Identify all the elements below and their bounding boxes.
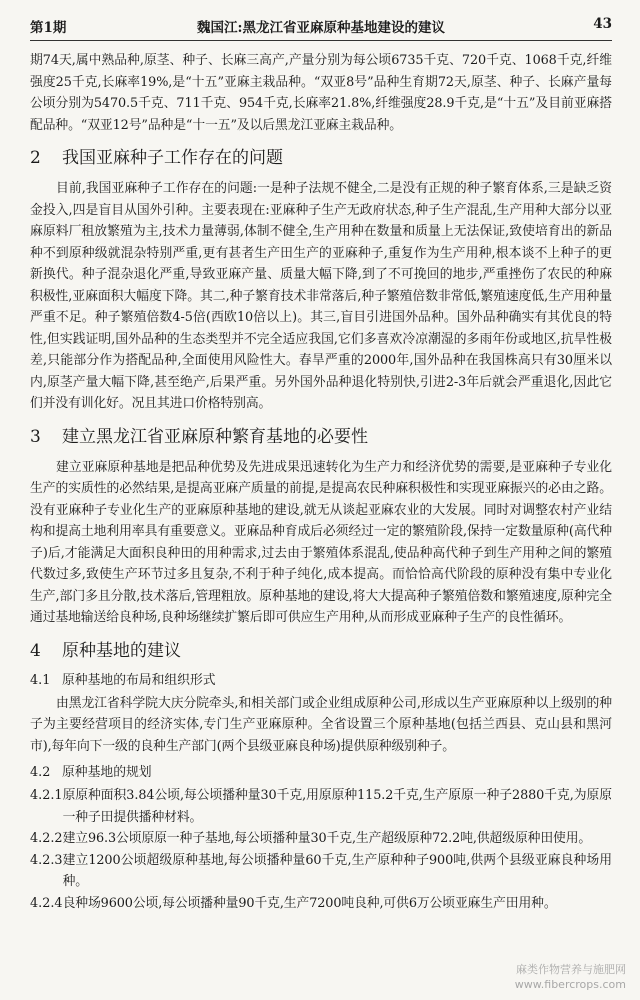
running-header [30, 10, 612, 41]
watermark-title: 麻类作物营养与施肥网 [516, 963, 626, 976]
section-4-heading [30, 639, 612, 663]
item-number: 4.2.1 [30, 788, 63, 803]
issue-label: 第1期 [30, 20, 67, 36]
subsection-4-1-paragraph: 由黑龙江省科学院大庆分院牵头,和相关部门或企业组成原种公司,形成以生产亚麻原种以上级别的种子为主要经营项目的经济实体,专门生产亚麻原种。全省设置三个原种基地(包括兰西县、克山县和黑河市),每年向下一级的良种生产部门(两个县级亚麻良种场)提供原种级别种子。 [30, 695, 612, 754]
item-text: 建立96.3公顷原原一种子基地,每公顷播种量30千克,生产超级原种72.2吨,供超级原种田使用。 [62, 831, 592, 846]
item-number: 4.2.2 [30, 831, 63, 846]
subsection-title: 原种基地的布局和组织形式 [62, 672, 216, 688]
plan-item [30, 828, 612, 850]
section-number: 2 [30, 148, 41, 168]
plan-item [30, 850, 612, 893]
section-title: 原种基地的建议 [62, 640, 181, 661]
section-2-paragraph: 目前,我国亚麻种子工作存在的问题:一是种子法规不健全,二是没有正规的种子繁育体系,三是缺乏资金投入,四是盲目从国外引种。主要表现在:亚麻种子生产无政府状态,种子生产混乱,生产用种大部分以亚麻原料厂租放繁殖为主,技术力量薄弱,体制不健全,生产用种在数量和质量上无法保证,致使培育出的新品种不到原种级就混杂特别严重,更有甚者生产田生产的亚麻种子,重复作为生产用种,根本谈不上种子的更新换代。种子混杂退化严重,导致亚麻产量、质量大幅下降,到了不可挽回的地步,严重挫伤了农民的种麻积极性,亚麻面积大幅度下降。其二,种子繁育技术非常落后,种子繁殖倍数非常低,繁殖速度低,生产用种量严重不足。种子繁殖倍数4-5倍(西欧10倍以上)。其三,盲目引进国外品种。国外品种确实有其优良的特性,但实践证明,国外品种的生态类型并不完全适应我国,它们多喜欢冷凉潮湿的多雨年份或地区,抗旱性极差,只能部分作为搭配品种,全面使用风险性大。春旱严重的2000年,国外品种在我国株高只有30厘米以内,原茎产量大幅下降,甚至绝产,后果严重。另外国外品种退化特别快,引进2-3年后就会严重退化,因此它们并没有训化好。况且其进口价格特别高。 [30, 181, 612, 411]
section-2-heading [30, 146, 612, 170]
subsection-4-2-heading [30, 763, 612, 783]
item-number: 4.2.3 [30, 852, 63, 868]
article-body [30, 50, 612, 914]
section-number: 3 [30, 426, 41, 447]
section-number: 4 [30, 640, 41, 661]
section-title: 我国亚麻种子工作存在的问题 [62, 148, 283, 168]
subsection-number: 4.2 [30, 765, 51, 780]
item-number: 4.2.4 [30, 895, 63, 911]
plan-item [30, 893, 612, 915]
item-text: 良种场9600公顷,每公顷播种量90千克,生产7200吨良种,可供6万公顷亚麻生产田用种。 [62, 895, 557, 911]
running-title: 魏国江:黑龙江省亚麻原种基地建设的建议 [197, 20, 445, 36]
item-text: 原原种面积3.84公顷,每公顷播种量30千克,用原原种115.2千克,生产原原一种子2880千克,为原原一种子田提供播种材料。 [62, 788, 612, 825]
section-title: 建立黑龙江省亚麻原种繁育基地的必要性 [62, 426, 368, 447]
section-3-paragraph: 建立亚麻原种基地是把品种优势及先进成果迅速转化为生产力和经济优势的需要,是亚麻种子专业化生产的实质性的必然结果,是提高亚麻产质量的前提,是提高农民种麻积极性和实现亚麻振兴的必由之路。没有亚麻种子专业化生产的亚麻原种基地的建设,就无从谈起亚麻农业的大发展。同时对调整农村产业结构和提高土地利用率具有重要意义。亚麻品种育成后必须经过一定的繁殖阶段,保持一定数量原种(高代种子)后,才能满足大面积良种田的用种需求,过去由于繁殖体系混乱,使品种高代种子到生产用种之间的繁殖代数过多,致使生产环节过多且复杂,不利于种子纯化,成本提高。而恰恰高代阶段的原种没有集中专业化生产,部门多且分散,技术落后,管理粗放。原种基地的建设,将大大提高种子繁殖倍数和繁殖速度,原种完全通过基地输送给良种场,良种场继续扩繁后即可供应生产用种,从而形成亚麻种子生产的良性循环。 [30, 459, 612, 625]
subsection-number: 4.1 [30, 672, 51, 688]
section-3-heading [30, 425, 612, 449]
site-watermark [506, 962, 626, 996]
page-number: 43 [593, 16, 612, 32]
item-text: 建立1200公顷超级原种基地,每公顷播种量60千克,生产原种种子900吨,供两个县级亚麻良种场用种。 [62, 852, 612, 889]
subsection-title: 原种基地的规划 [62, 765, 152, 780]
subsection-4-1-heading [30, 671, 612, 691]
plan-item [30, 785, 612, 828]
intro-paragraph: 期74天,属中熟品种,原茎、种子、长麻三高产,产量分别为每公顷6735千克、720千克、1068千克,纤维强度25千克,长麻率19%,是“十五”亚麻主栽品种。“双亚8号”品种生育期72天,原茎、种子、长麻产量每公顷分别为5470.5千克、711千克、954千克,长麻率21.8%,纤维强度28.9千克,是“十五”及目前亚麻搭配品种。“双亚12号”品种是“十一五”及以后黑龙江亚麻主栽品种。 [30, 53, 612, 133]
watermark-url: www.fibercrops.com [514, 978, 626, 991]
